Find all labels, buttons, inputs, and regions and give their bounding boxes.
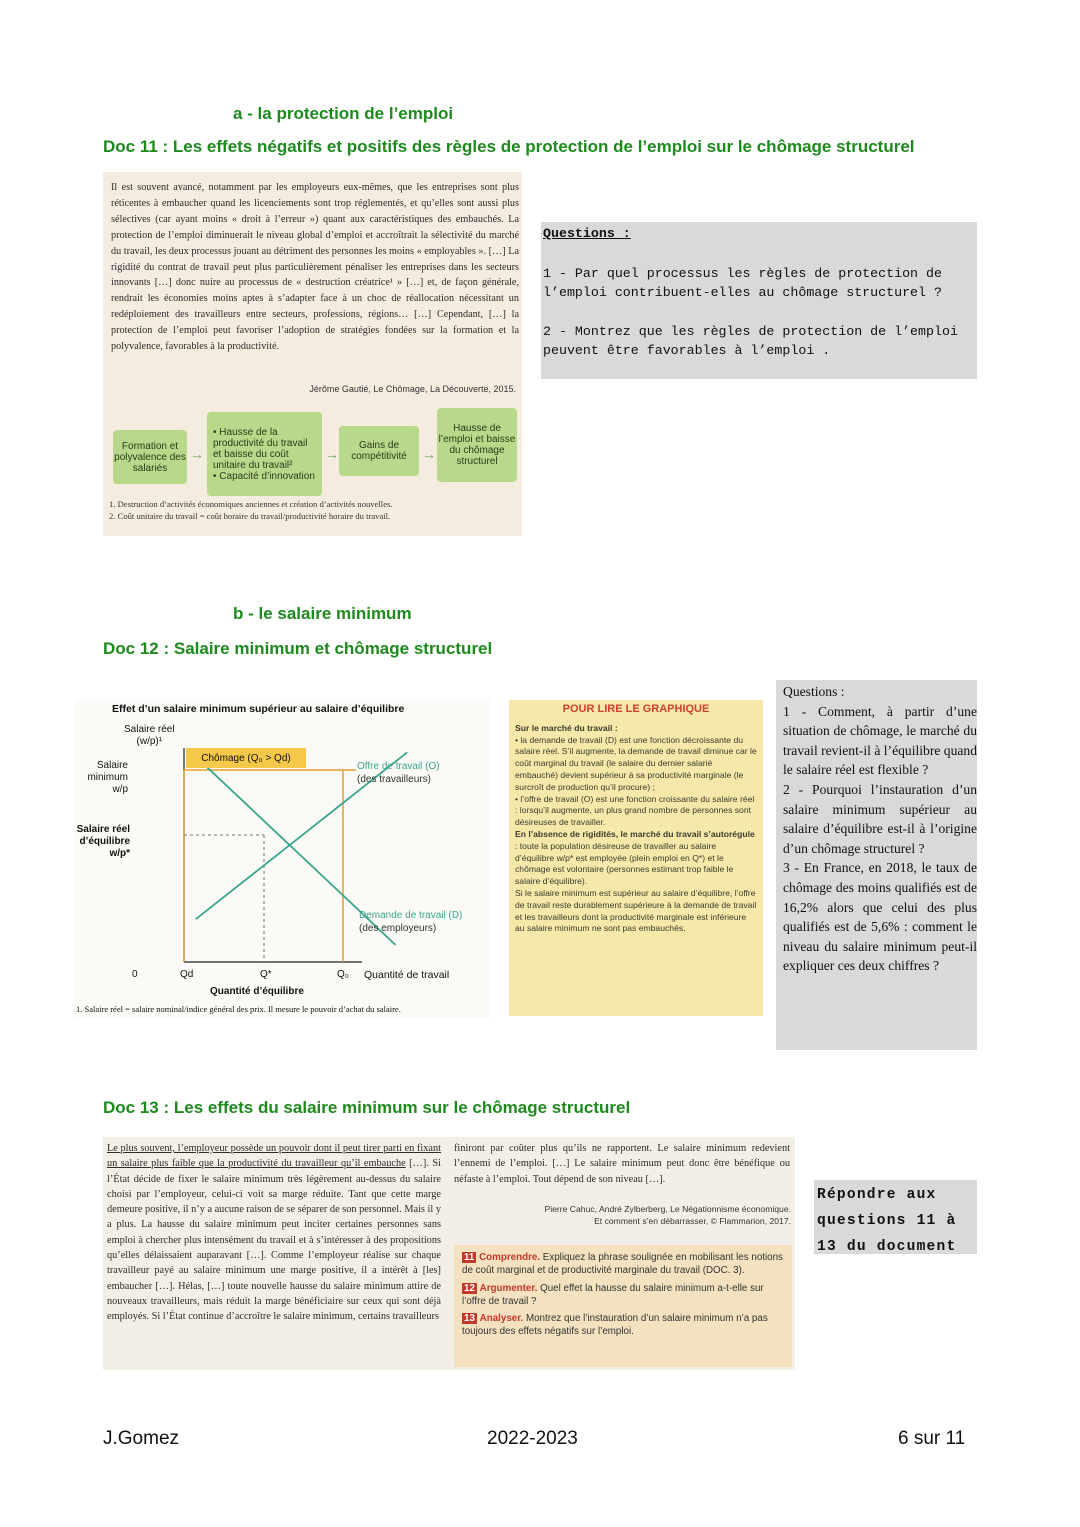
questions12-heading: Questions : xyxy=(783,684,845,699)
offre-label-1: Offre de travail (O) xyxy=(357,761,440,772)
read-p1-b: • l’offre de travail (O) est une fonction croissante du salaire réel : lorsqu’il augmente, un plus grand nombre de personnes sont désireuses de travailler. xyxy=(515,793,755,828)
ex11-text: Expliquez la phrase soulignée en mobilisant les notions de coût marginal et de productivité marginale du travail (DOC. 3). xyxy=(462,1252,783,1277)
flow-box-employment: Hausse de l’emploi et baisse du chômage structurel xyxy=(437,408,517,482)
doc11-source: Jérôme Gautié, Le Chômage, La Découverte, 2015. xyxy=(309,384,516,394)
chart-ytick-eq-1: Salaire réel xyxy=(76,824,130,835)
flow-arrow-icon: → xyxy=(190,446,204,462)
ex13-text: Montrez que l’instauration d’un salaire minimum n’a pas toujours des effets négatifs sur l’emploi. xyxy=(462,1313,768,1338)
flow-box-productivity xyxy=(207,412,322,496)
chart-ytick-min-1: Salaire xyxy=(96,760,128,771)
doc13-title: Doc 13 : Les effets du salaire minimum sur le chômage structurel xyxy=(103,1098,631,1117)
doc13-scan xyxy=(103,1137,795,1370)
doc13-exercises xyxy=(454,1245,792,1367)
doc13-source xyxy=(545,1203,792,1227)
offre-label-2: (des travailleurs) xyxy=(357,774,431,785)
questions12-text xyxy=(783,682,977,976)
questions11-q1: 1 - Par quel processus les règles de protection de l’emploi contribuent-elles au chômage structurel ? xyxy=(543,265,942,301)
demande-label-2: (des employeurs) xyxy=(359,923,437,934)
read-p3: Si le salaire minimum est supérieur au salaire d’équilibre, l’offre de travail reste durablement supérieure à la demande de travail et les travailleurs dont la productivité marginale est inférieure au salaire minimum ne sont pas embauchés. xyxy=(515,887,757,934)
chart-ytick-eq-2: d’équilibre xyxy=(79,836,130,847)
questions11-heading: Questions : xyxy=(543,226,631,241)
flow-arrow-icon: → xyxy=(422,446,436,462)
chomage-label: Chômage (Q₀ > Qd) xyxy=(186,748,306,768)
footer-year: 2022-2023 xyxy=(487,1428,578,1449)
doc13-source-2: Et comment s’en débarrasser, © Flammarion, 2017. xyxy=(594,1216,791,1226)
flow-item-productivity: • Hausse de la productivité du travail et baisse du coût unitaire du travail² xyxy=(213,426,308,471)
xtick-qo: Q₀ xyxy=(337,969,349,980)
questions11-q2: 2 - Montrez que les règles de protection de l’emploi peuvent être favorables à l’emploi . xyxy=(543,323,958,359)
flow-item-innovation: • Capacité d’innovation xyxy=(213,470,315,482)
doc13-col1 xyxy=(107,1141,441,1325)
demande-label xyxy=(359,909,462,935)
doc13-underlined: Le plus souvent, l’employeur possède un pouvoir dont il peut tirer parti en fixant un salaire plus faible que la productivité du travailleur qu’il embauche xyxy=(107,1143,441,1170)
section-a-title: a - la protection de l’emploi xyxy=(233,104,454,123)
doc11-text: Il est souvent avancé, notamment par les employeurs eux-mêmes, que les entreprises sont plus réticentes à embaucher quand les licenciements sont trop réglementés, et qu’elles sont aussi plus sélectives (car ayant moins « droit à l’erreur ») quant aux caractéristiques des embauchés. La protection de l’emploi diminuerait le niveau global d’emploi et accroîtrait la sélectivité du marché du travail, les deux processus jouant au détriment des personnes les moins « employables ». […] La rigidité du contrat de travail peut plus particulièrement pénaliser les entreprises dans les secteurs innovants […] donc nuire au processus de « destruction créatrice¹ » […] et, de façon générale, rendrait les économies moins aptes à s’adapter face à un choc de réallocation nécessitant un redéploiement des travailleurs entre secteurs, professions, régions… […] Cependant, […] la protection de l’emploi peut favoriser l’adoption de stratégies fondées sur la formation et la polyvalence, favorables à la productivité. xyxy=(111,182,519,353)
doc12-chart-area xyxy=(74,700,490,1018)
doc11-title: Doc 11 : Les effets négatifs et positifs des règles de protection de l’emploi sur le chômage structurel xyxy=(103,137,915,156)
doc11-scan xyxy=(103,172,522,536)
footer-author: J.Gomez xyxy=(103,1428,180,1449)
chart-title: Effet d’un salaire minimum supérieur au salaire d’équilibre xyxy=(112,703,405,715)
ex11-num: 11 xyxy=(464,1252,475,1263)
flow-box-competitiveness: Gains de compétitivité xyxy=(339,426,419,476)
ex12-head: Argumenter. xyxy=(479,1282,538,1294)
chart-ytick-eq-3: w/p* xyxy=(109,848,130,859)
answer-box: Répondre aux questions 11 à 13 du document xyxy=(814,1180,977,1254)
flow-arrow-icon: → xyxy=(325,446,339,462)
doc13-col2: finiront par coûter plus qu’ils ne rapportent. Le salaire minimum redevient l’ennemi de l’emploi. […] Le salaire minimum peut donc être bénéfique ou néfaste à l’emploi. Tout dépend de son niveau […]. xyxy=(454,1143,790,1185)
doc13-source-1: Pierre Cahuc, André Zylberberg, Le Négationnisme économique. xyxy=(544,1204,791,1214)
section-b-title: b - le salaire minimum xyxy=(233,604,412,623)
chart-ytick-min-2: minimum xyxy=(87,772,128,783)
read-p1-head: Sur le marché du travail : xyxy=(515,722,618,733)
offre-label xyxy=(357,760,440,786)
chart-ylabel-line1: Salaire réel xyxy=(124,724,175,735)
questions12-q1: 1 - Comment, à partir d’une situation de chômage, le marché du travail revient-il à l’équilibre quand le salaire réel est flexible ? xyxy=(783,703,978,778)
x-axis-label: Quantité de travail xyxy=(364,969,450,981)
doc12-title: Doc 12 : Salaire minimum et chômage structurel xyxy=(103,639,493,658)
read-box xyxy=(509,700,763,1016)
chart-ylabel-line2: (w/p)¹ xyxy=(136,736,163,747)
demande-label-1: Demande de travail (D) xyxy=(359,910,463,921)
doc13-rest: […]. Si l’État décide de fixer le salaire minimum très légèrement au-dessus du salaire choisi par l’employeur, celui-ci voit sa marge réduite. Tant que cette marge demeure positive, il n’y a aucune raison de se séparer de son personnel. Mais il y a plus. La hausse du salaire minimum peut inciter certaines personnes sans emploi à chercher plus intensément du travail et à s’intéresser à des propositions qu’elles délaissaient auparavant […]. Comme l’employeur réalise sur chaque travailleur payé au salaire minimum une marge positive, il a intérêt à [les] embaucher […]. Hélas, […] toute nouvelle hausse du salaire minimum attire de nouveaux travailleurs, mais réduit la marge bénéficiaire sur ceux qui sont déjà employés. Si l’État continue d’accroître le salaire minimum, certains travailleurs xyxy=(107,1158,441,1323)
ex12-text: Quel effet la hausse du salaire minimum a-t-elle sur l’offre de travail ? xyxy=(462,1282,764,1307)
chart-ytick-min-3: w/p xyxy=(112,784,128,795)
xtick-qstar: Q* xyxy=(260,969,272,980)
read-title: POUR LIRE LE GRAPHIQUE xyxy=(562,703,710,715)
x-eq-label: Quantité d’équilibre xyxy=(210,986,304,997)
doc12-footnote: 1. Salaire réel = salaire nominal/indice général des prix. Il mesure le pouvoir d’achat du salaire. xyxy=(76,1004,401,1014)
questions12-q2: 2 - Pourquoi l’instauration d’un salaire minimum supérieur au salaire d’équilibre est-il à l’origine d’un chômage structurel ? xyxy=(783,781,977,856)
ex13-head: Analyser. xyxy=(479,1313,524,1325)
read-p2-text: : toute la population désireuse de travailler au salaire d’équilibre w/p* est employée (plein emploi en Q*) et le chômage est volontaire (personnes estimant trop faible le salaire d’équilibre). xyxy=(515,840,734,887)
xtick-0: 0 xyxy=(132,969,138,980)
doc11-footnote-1: 1. Destruction d’activités économiques anciennes et création d’activités nouvelles. xyxy=(109,499,393,509)
flow-box-training: Formation et polyvalence des salariés xyxy=(113,430,187,484)
read-p2-head: En l’absence de rigidités, le marché du travail s’autorégule xyxy=(515,828,755,839)
ex13-num: 13 xyxy=(464,1313,475,1325)
read-p1-a: • la demande de travail (D) est une fonction décroissante du salaire réel. S’il augmente, la demande de travail diminue car le coût marginal du travail (le salaire du dernier salarié embauché) devient supérieur à sa productivité marginale (le surcroît de production qu’il procure) ; xyxy=(515,734,757,792)
footer-page: 6 sur 11 xyxy=(898,1428,966,1449)
ex12-num: 12 xyxy=(464,1282,475,1294)
doc11-footnotes xyxy=(109,498,393,522)
questions12-q3: 3 - En France, en 2018, le taux de chômage des moins qualifiés est de 16,2% alors que celui des plus qualifiés est de 5,6% : comment le niveau du salaire minimum peut-il expliquer ces deux chiffres ? xyxy=(783,860,977,974)
xtick-qd: Qd xyxy=(180,969,194,980)
questions11-box xyxy=(541,222,977,379)
ex11-head: Comprendre. xyxy=(479,1252,541,1263)
doc11-footnote-2: 2. Coût unitaire du travail = coût horaire du travail/productivité horaire du travail. xyxy=(109,511,391,521)
